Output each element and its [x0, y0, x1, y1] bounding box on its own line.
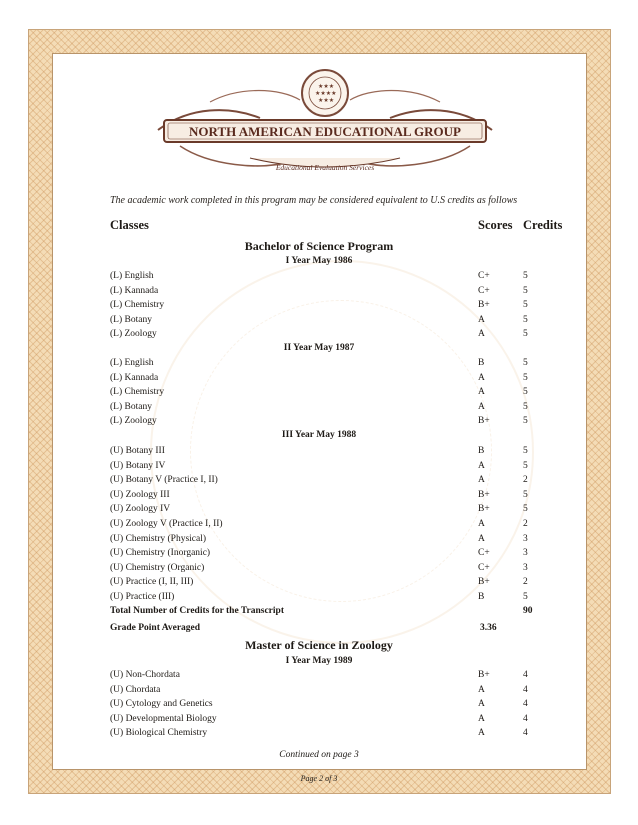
- organization-logo: [150, 66, 500, 182]
- course-name: (U) Practice (I, II, III): [110, 577, 194, 588]
- course-row: [0, 414, 638, 428]
- course-name: (U) Chemistry (Inorganic): [110, 548, 211, 559]
- course-name: (U) Practice (III): [110, 592, 175, 602]
- course-credits: 5: [523, 358, 528, 368]
- course-row: [0, 575, 638, 589]
- course-credits: 2: [523, 577, 528, 588]
- msc-program-title: Master of Science in Zoology: [245, 638, 393, 652]
- course-score: B: [478, 358, 485, 368]
- total-credits-label: Total Number of Credits for the Transcript: [110, 606, 284, 616]
- course-name: (L) English: [110, 358, 154, 368]
- course-score: B+: [478, 300, 490, 311]
- scores-header: Scores: [478, 218, 513, 232]
- course-row: [0, 488, 638, 502]
- course-name: (L) Kannada: [110, 285, 159, 296]
- course-score: A: [478, 713, 485, 724]
- course-credits: 5: [523, 460, 528, 471]
- svg-text:★★★★: ★★★★: [315, 91, 337, 97]
- course-score: A: [478, 684, 485, 695]
- course-row: [0, 356, 638, 370]
- course-score: B+: [478, 416, 490, 427]
- course-name: (L) Chemistry: [110, 300, 165, 311]
- course-row: [0, 371, 638, 385]
- bsc-year3-heading: III Year May 1988: [281, 430, 357, 440]
- course-name: (U) Zoology IV: [110, 504, 171, 515]
- course-name: (L) Chemistry: [110, 387, 165, 398]
- course-score: B: [478, 592, 485, 602]
- course-credits: 3: [523, 533, 528, 544]
- svg-text:Educational Evaluation Service: Educational Evaluation Services: [275, 163, 375, 172]
- course-name: (U) Chordata: [110, 684, 161, 695]
- course-credits: 5: [523, 489, 528, 500]
- course-score: B+: [478, 670, 490, 680]
- course-score: A: [478, 372, 485, 383]
- course-name: (U) Zoology III: [110, 489, 170, 500]
- course-row: [0, 385, 638, 399]
- course-credits: 5: [523, 504, 528, 515]
- course-row: [0, 327, 638, 341]
- course-name: (L) Botany: [110, 314, 152, 325]
- course-score: A: [478, 519, 485, 529]
- course-row: [0, 683, 638, 697]
- course-score: A: [478, 728, 485, 739]
- course-name: (L) Zoology: [110, 329, 157, 340]
- course-credits: 2: [523, 475, 528, 486]
- course-credits: 4: [523, 699, 528, 710]
- course-credits: 5: [523, 300, 528, 311]
- course-row: [0, 313, 638, 327]
- course-credits: 3: [523, 562, 528, 573]
- total-credits-value: 90: [523, 606, 533, 616]
- course-credits: 2: [523, 519, 528, 529]
- course-name: (U) Botany III: [110, 446, 165, 456]
- course-row: [0, 726, 638, 740]
- bsc-year1-heading: I Year May 1986: [285, 256, 353, 266]
- course-score: A: [478, 387, 485, 398]
- course-name: (L) Kannada: [110, 372, 159, 383]
- course-row: [0, 697, 638, 711]
- course-name: (U) Botany IV: [110, 460, 166, 471]
- continued-note: Continued on page 3: [279, 750, 359, 760]
- course-credits: 5: [523, 314, 528, 325]
- course-score: B+: [478, 577, 490, 588]
- course-credits: 5: [523, 592, 528, 602]
- svg-text:★★★: ★★★: [318, 84, 335, 90]
- course-row: [0, 517, 638, 531]
- course-row: [0, 459, 638, 473]
- course-score: A: [478, 460, 485, 471]
- course-credits: 5: [523, 446, 528, 456]
- course-name: (U) Non-Chordata: [110, 670, 180, 680]
- course-score: C+: [478, 548, 490, 559]
- course-name: (U) Chemistry (Physical): [110, 533, 207, 544]
- course-credits: 3: [523, 548, 528, 559]
- classes-header: Classes: [110, 218, 149, 232]
- course-name: (L) Zoology: [110, 416, 157, 427]
- course-row: [0, 444, 638, 458]
- course-credits: 5: [523, 401, 528, 412]
- course-name: (U) Botany V (Practice I, II): [110, 475, 218, 486]
- course-score: A: [478, 533, 485, 544]
- course-row: [0, 400, 638, 414]
- course-name: (U) Chemistry (Organic): [110, 562, 205, 573]
- page-number: Page 2 of 3: [300, 774, 338, 783]
- course-row: [0, 712, 638, 726]
- course-score: B+: [478, 489, 490, 500]
- bsc-program-title: Bachelor of Science Program: [244, 239, 394, 253]
- course-name: (U) Developmental Biology: [110, 713, 217, 724]
- course-row: [0, 546, 638, 560]
- course-score: C+: [478, 562, 490, 573]
- course-credits: 5: [523, 285, 528, 296]
- course-score: A: [478, 329, 485, 340]
- course-credits: 5: [523, 416, 528, 427]
- course-row: [0, 284, 638, 298]
- course-row: [0, 473, 638, 487]
- course-row: [0, 298, 638, 312]
- equivalency-statement: The academic work completed in this program may be considered equivalent to U.S credits as follows: [110, 195, 518, 206]
- total-credits-row: [0, 604, 638, 618]
- course-score: C+: [478, 271, 490, 281]
- course-name: (U) Biological Chemistry: [110, 728, 208, 739]
- course-score: A: [478, 475, 485, 486]
- bsc-year2-heading: II Year May 1987: [283, 343, 355, 353]
- svg-text:NORTH AMERICAN EDUCATIONAL GRO: NORTH AMERICAN EDUCATIONAL GROUP: [189, 124, 461, 139]
- svg-text:★★★: ★★★: [318, 98, 335, 104]
- course-row: [0, 532, 638, 546]
- course-score: A: [478, 699, 485, 710]
- msc-year1-heading: I Year May 1989: [285, 656, 353, 666]
- course-name: (L) Botany: [110, 401, 152, 412]
- credits-header: Credits: [523, 218, 563, 232]
- course-credits: 5: [523, 329, 528, 340]
- course-row: [0, 590, 638, 604]
- course-name: (U) Cytology and Genetics: [110, 699, 213, 710]
- course-name: (U) Zoology V (Practice I, II): [110, 519, 223, 529]
- course-row: [0, 668, 638, 682]
- course-score: B: [478, 446, 485, 456]
- course-credits: 4: [523, 713, 528, 724]
- course-credits: 5: [523, 372, 528, 383]
- gpa-value: 3.36: [480, 623, 497, 633]
- gpa-label: Grade Point Averaged: [110, 623, 201, 633]
- course-score: A: [478, 401, 485, 412]
- course-name: (L) English: [110, 271, 154, 281]
- course-row: [0, 502, 638, 516]
- course-credits: 4: [523, 728, 528, 739]
- course-row: [0, 561, 638, 575]
- course-score: C+: [478, 285, 490, 296]
- course-score: A: [478, 314, 485, 325]
- course-row: [0, 269, 638, 283]
- course-score: B+: [478, 504, 490, 515]
- course-credits: 5: [523, 387, 528, 398]
- gpa-row: [0, 621, 638, 635]
- course-credits: 4: [523, 670, 528, 680]
- course-credits: 4: [523, 684, 528, 695]
- course-credits: 5: [523, 271, 528, 281]
